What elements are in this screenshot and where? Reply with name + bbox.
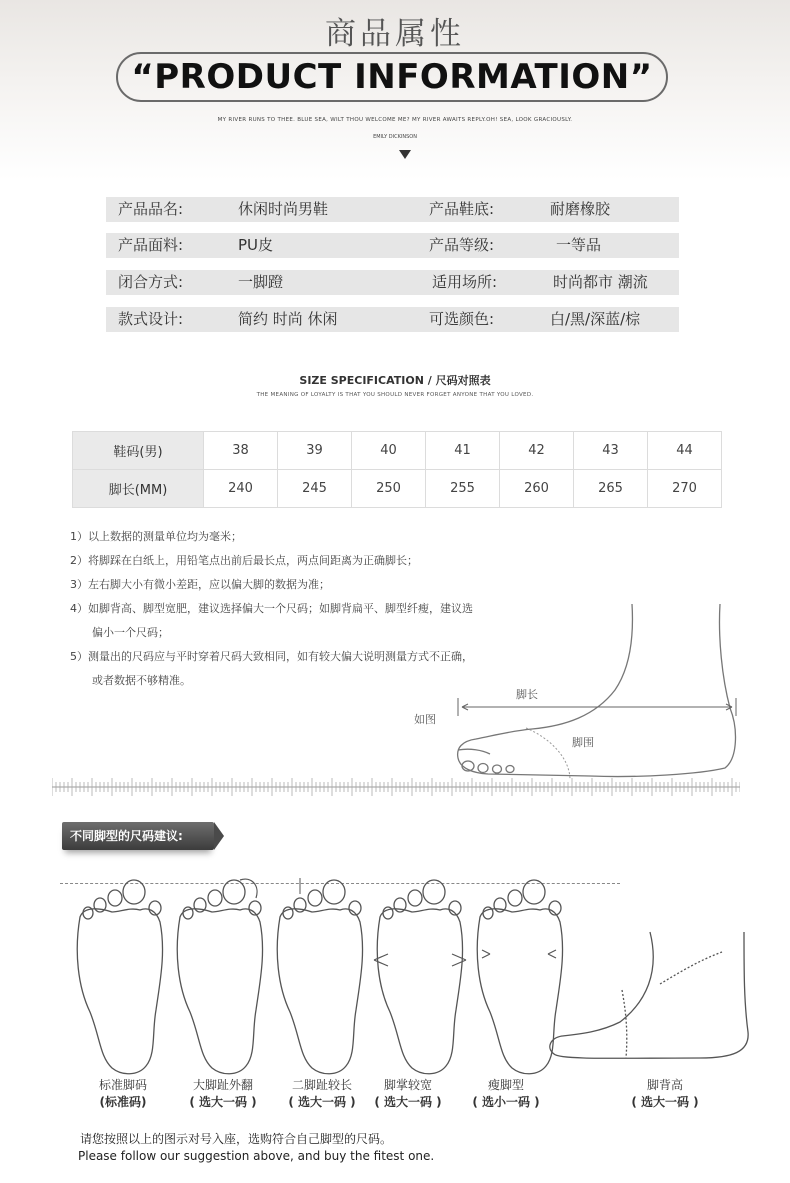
table-cell: 270: [648, 470, 722, 508]
foot-type-caption: [615, 1077, 715, 1111]
attribute-value: PU皮: [238, 236, 274, 254]
note-line: 1）以上数据的测量单位均为毫米；: [70, 530, 242, 543]
foot-type-name: 二脚趾较长: [291, 1078, 352, 1092]
section-title-cn: 商品属性: [325, 16, 465, 52]
attribute-row: [106, 307, 679, 332]
table-header-cell: 脚长(MM): [73, 470, 204, 508]
instruction-cn: 请您按照以上的图示对号入座，选购符合自己脚型的尺码。: [80, 1132, 393, 1146]
as-shown-label: 如图: [414, 713, 436, 726]
note-line: 3）左右脚大小有微小差距，应以偏大脚的数据为准；: [70, 578, 330, 591]
attribute-key: 产品品名:: [118, 200, 184, 218]
attribute-value: 耐磨橡胶: [550, 200, 611, 218]
foot-type-caption: [73, 1077, 173, 1111]
attribute-value: 简约 时尚 休闲: [238, 310, 338, 328]
attribute-row: [106, 197, 679, 222]
foot-length-label: 脚长: [516, 688, 538, 701]
foot-type-suggestion: ( 选大一码 ): [374, 1095, 442, 1109]
table-row: [73, 432, 722, 470]
attribute-value: 一等品: [556, 236, 602, 254]
foot-girth-label: 脚围: [572, 736, 594, 749]
table-cell: 43: [574, 432, 648, 470]
long-second-toe-icon: [277, 878, 362, 1074]
table-cell: 260: [500, 470, 574, 508]
table-cell: 250: [352, 470, 426, 508]
foot-type-suggestion: ( 选大一码 ): [288, 1095, 356, 1109]
note-line: 偏小一个尺码；: [92, 626, 169, 639]
foot-type-suggestion: ( 选大一码 ): [189, 1095, 257, 1109]
wide-foot-icon: [374, 880, 466, 1074]
foot-type-name: 脚背高: [646, 1078, 683, 1092]
table-cell: 40: [352, 432, 426, 470]
table-cell: 44: [648, 432, 722, 470]
foot-type-caption: [272, 1077, 372, 1111]
side-foot-icon: [458, 604, 736, 777]
table-cell: 245: [278, 470, 352, 508]
table-header-cell: 鞋码(男): [73, 432, 204, 470]
size-table: [72, 431, 722, 508]
note-line: 4）如脚背高、脚型宽肥，建议选择偏大一个尺码；如脚背扁平、脚型纤瘦，建议选: [70, 602, 473, 615]
attribute-key: 适用场所:: [432, 273, 498, 291]
foot-type-caption: [173, 1077, 273, 1111]
attribute-key: 闭合方式:: [118, 273, 184, 291]
down-triangle-icon: [399, 150, 411, 159]
table-cell: 240: [204, 470, 278, 508]
attribute-value: 时尚都市 潮流: [553, 273, 648, 291]
foot-type-suggestion: ( 选大一码 ): [631, 1095, 699, 1109]
instruction-en: Please follow our suggestion above, and buy the fitest one.: [78, 1149, 435, 1163]
attribute-key: 可选颜色:: [429, 310, 495, 328]
bunion-foot-icon: [177, 879, 262, 1074]
foot-type-suggestion: ( 选小一码 ): [472, 1095, 540, 1109]
foot-type-name: 大脚趾外翻: [192, 1078, 253, 1092]
header-quote: MY RIVER RUNS TO THEE. BLUE SEA, WILT THOU WELCOME ME? MY RIVER AWAITS REPLY.OH! SEA, LOOK GRACIOUSLY.: [217, 117, 573, 123]
foot-types-diagram: [60, 872, 760, 1077]
table-cell: 39: [278, 432, 352, 470]
foot-type-name: 瘦脚型: [487, 1078, 524, 1092]
standard-foot-icon: [77, 880, 162, 1074]
foot-type-caption: [456, 1077, 556, 1111]
note-line: 2）将脚踩在白纸上，用铅笔点出前后最长点，两点间距离为正确脚长；: [70, 554, 418, 567]
table-row: [73, 470, 722, 508]
header-author: EMILY DICKINSON: [373, 134, 417, 140]
note-line: 或者数据不够精准。: [92, 674, 191, 687]
ruler-icon: [52, 778, 740, 796]
foot-measure-diagram: [400, 598, 760, 788]
table-cell: 42: [500, 432, 574, 470]
foot-type-suggestion: (标准码): [99, 1095, 147, 1109]
note-line: 5）测量出的尺码应与平时穿着尺码大致相同，如有较大偏大说明测量方式不正确，: [70, 650, 473, 663]
girth-curve: [526, 728, 570, 780]
table-cell: 41: [426, 432, 500, 470]
table-cell: 255: [426, 470, 500, 508]
table-cell: 265: [574, 470, 648, 508]
size-spec-subtitle: THE MEANING OF LOYALTY IS THAT YOU SHOULD NEVER FORGET ANYONE THAT YOU LOVED.: [256, 392, 534, 398]
table-cell: 38: [204, 432, 278, 470]
advice-label: 不同脚型的尺码建议:: [62, 822, 214, 850]
foot-type-name: 标准脚码: [98, 1078, 147, 1092]
attribute-key: 产品面料:: [118, 236, 184, 254]
section-title-en: “PRODUCT INFORMATION”: [116, 52, 668, 102]
foot-type-caption: [358, 1077, 458, 1111]
size-spec-title: SIZE SPECIFICATION / 尺码对照表: [299, 374, 491, 387]
high-instep-icon: [550, 932, 748, 1058]
attribute-value: 一脚蹬: [238, 273, 284, 291]
attribute-value: 休闲时尚男鞋: [238, 200, 329, 218]
attribute-row: [106, 233, 679, 258]
attribute-value: 白/黑/深蓝/棕: [550, 310, 641, 328]
attribute-row: [106, 270, 679, 295]
attribute-key: 产品鞋底:: [429, 200, 495, 218]
length-arrow-icon: [458, 698, 736, 716]
attribute-key: 款式设计:: [118, 310, 184, 328]
foot-type-name: 脚掌较宽: [383, 1078, 432, 1092]
attribute-key: 产品等级:: [429, 236, 495, 254]
